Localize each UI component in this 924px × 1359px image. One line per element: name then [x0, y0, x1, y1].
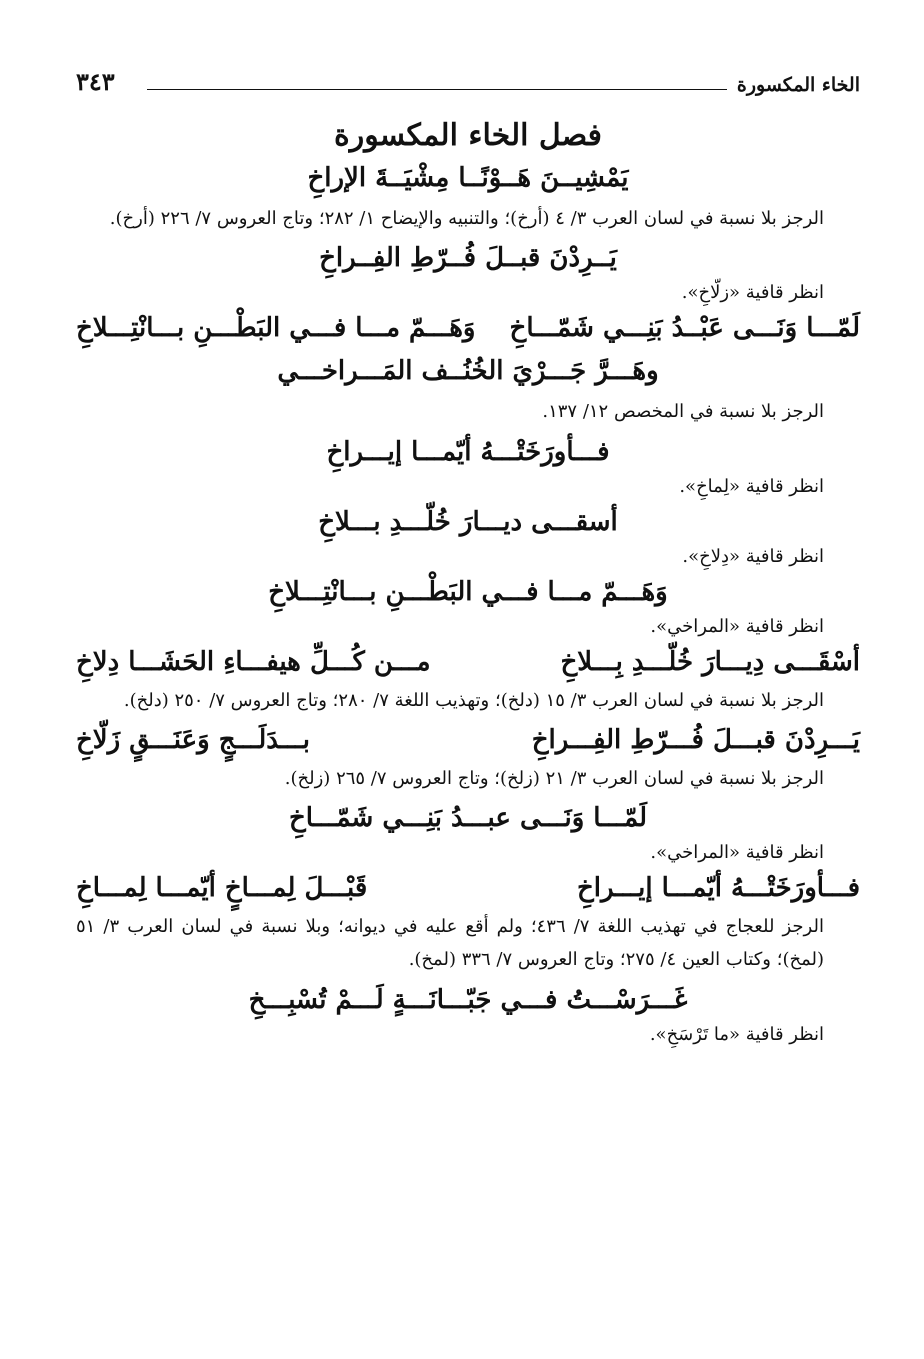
verse: وَهَـــمّ مـــا فـــي البَطْـــنِ بـــانْتِـــلاخِ [268, 576, 668, 607]
verse: وهَـــرَّ جَـــرْيَ الخُنُــف المَـــراخـــي [277, 356, 659, 387]
verse: فـــأورَخَتْـــهُ أيّمـــا إيـــراخِ [326, 436, 610, 467]
hemistich-left: قَبْـــلَ لِمـــاخٍ أيّمـــا لِمـــاخِ [76, 873, 368, 904]
verse-pair [76, 643, 860, 682]
hemistich-right: يَـــرِدْنَ قبـــلَ فُـــرّطِ الفِـــراخِ [531, 724, 860, 755]
verse: أسقـــى ديـــارَ خُلّـــدِ بـــلاخِ [318, 506, 618, 537]
hemistich-right: فـــأورَخَتْـــهُ أيّمـــا إيـــراخِ [576, 873, 860, 904]
page-number: ٣٤٣ [76, 67, 115, 96]
hemistich-left: مـــن كُـــلِّ هيفـــاءِ الحَشَـــا دِلاخِ [76, 646, 431, 677]
hemistich-left: بـــدَلَـــجٍ وَعَنَـــقٍ زَلّاخِ [76, 724, 311, 755]
source-note: الرجز بلا نسبة في لسان العرب ٣/ ١٥ (دلخ)؛ وتهذيب اللغة ٧/ ٢٨٠؛ وتاج العروس ٧/ ٢٥٠ (دلخ). [123, 689, 824, 711]
section-title: فصل الخاء المكسورة [334, 118, 602, 153]
verse: يَــرِدْنَ قبــلَ فُــرّطِ الفِــراخِ [319, 243, 617, 274]
verse-pair [76, 869, 860, 908]
verse-pair [76, 309, 860, 348]
source-note: الرجز بلا نسبة في لسان العرب ٣/ ٤ (أرخ)؛ والتنبيه والإيضاح ١/ ٢٨٢؛ وتاج العروس ٧/ ٢٢٦ (أرخ). [109, 208, 824, 229]
cross-reference: انظر قافية «لِماخِ». [679, 475, 824, 497]
verse-pair [76, 721, 860, 760]
source-note: الرجز للعجاج في تهذيب اللغة ٧/ ٤٣٦؛ ولم أقع عليه في ديوانه؛ وبلا نسبة في لسان العرب ٣/ ٥١ (لمخ)؛ وكتاب العين ٤/ ٢٧٥؛ وتاج العروس ٧/ ٣٣٦ (لمخ). [76, 916, 824, 971]
running-header [76, 67, 860, 96]
verse: لَمّـــا وَنَـــى عبـــدُ بَنِـــي شَمّـــاخِ [288, 803, 648, 834]
cross-reference: انظر قافية «المراخي». [650, 842, 824, 864]
content [76, 159, 860, 1045]
source-note: الرجز بلا نسبة في لسان العرب ٣/ ٢١ (زلخ)؛ وتاج العروس ٧/ ٢٦٥ (زلخ). [284, 767, 824, 789]
hemistich-right: لَمّـــا وَنَـــى عَبْــدُ بَنِـــي شَمّـــاخِ [509, 313, 860, 344]
cross-reference: انظر قافية «المراخي». [650, 615, 824, 637]
cross-reference: انظر قافية «ما تَرْسَخِ». [649, 1023, 824, 1045]
running-title: الخاء المكسورة [736, 74, 860, 96]
cross-reference: انظر قافية «زلّاخِ». [681, 282, 824, 304]
verse: يَمْشِيــنَ هَــوْنًــا مِشْيَــةَ الإراخِ [307, 163, 629, 193]
hemistich-right: أسْقَـــى دِيـــارَ خُلّـــدِ بِـــلاخِ [560, 646, 860, 677]
source-note: الرجز بلا نسبة في المخصص ١٢/ ١٣٧. [542, 401, 824, 423]
cross-reference: انظر قافية «دِلاخِ». [682, 545, 824, 567]
header-rule [147, 89, 727, 90]
verse: غَـــرَسْـــتُ فـــي جَبّـــانَـــةٍ لَـــمْ تُسْبِـــخِ [248, 984, 688, 1015]
hemistich-left: وَهَـــمّ مـــا فـــي البَطْـــنِ بـــانْتِـــلاخِ [76, 313, 476, 344]
